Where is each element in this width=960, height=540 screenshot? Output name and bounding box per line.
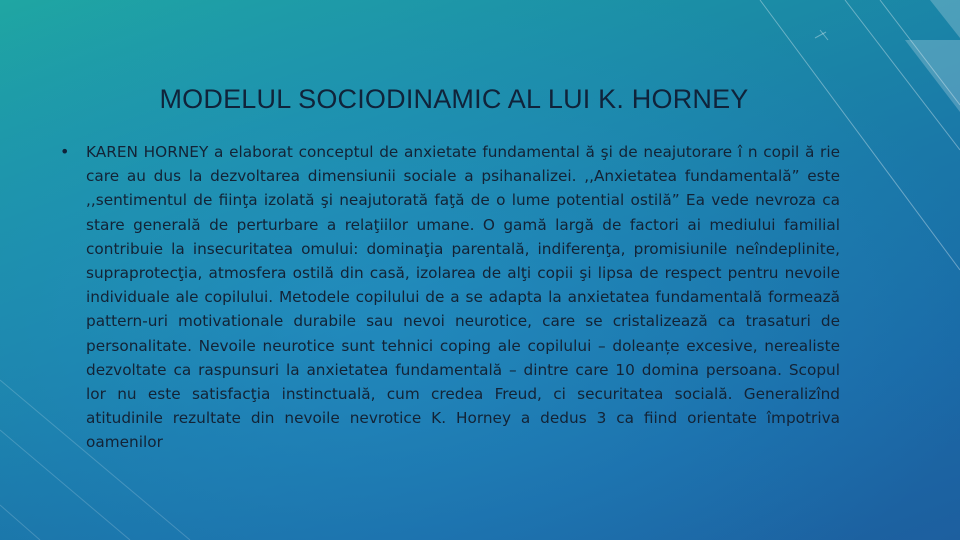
body-text-block (60, 140, 840, 455)
bullet-marker: • (60, 142, 70, 161)
bullet-paragraph: KAREN HORNEY a elaborat conceptul de anxietate fundamental ă şi de neajutorare î n copil ă rie care au dus la dezvoltarea dimensiunii sociale a psihanalizei. ,,Anxietatea fundamentală” este ,,sentimentul de fiinţa izolată şi neajutorată faţă de o lume potential ostilă” Ea vede nevroza ca stare generală de perturbare a relaţiilor umane. O gamă largă de factori ai mediului familial contribuie la insecuritatea omului: dominaţia parentală, indiferenţa, promisiunile neîndeplinite, supraprotecţia, atmosfera ostilă din casă, izolarea de alţi copii şi lipsa de respect pentru nevoile individuale ale copilului. Metodele copilului de a se adapta la anxietatea fundamentală formează pattern-uri motivationale durabile sau nevoi neurotice, care se cristalizează ca trasaturi de personalitate. Nevoile neurotice sunt tehnici coping ale copilului – doleanțe excesive, nerealiste dezvoltate ca raspunsuri la anxietatea fundamentală – dintre care 10 domina persoana. Scopul lor nu este satisfacţia instinctuală, cum credea Freud, ci securitatea socială. Generalizînd atitudinile rezultate din nevoile nevrotice K. Horney a dedus 3 ca fiind orientate împotriva oamenilor (86, 143, 840, 452)
slide-title: MODELUL SOCIODINAMIC AL LUI K. HORNEY (159, 84, 749, 114)
bullet-item (60, 140, 840, 455)
